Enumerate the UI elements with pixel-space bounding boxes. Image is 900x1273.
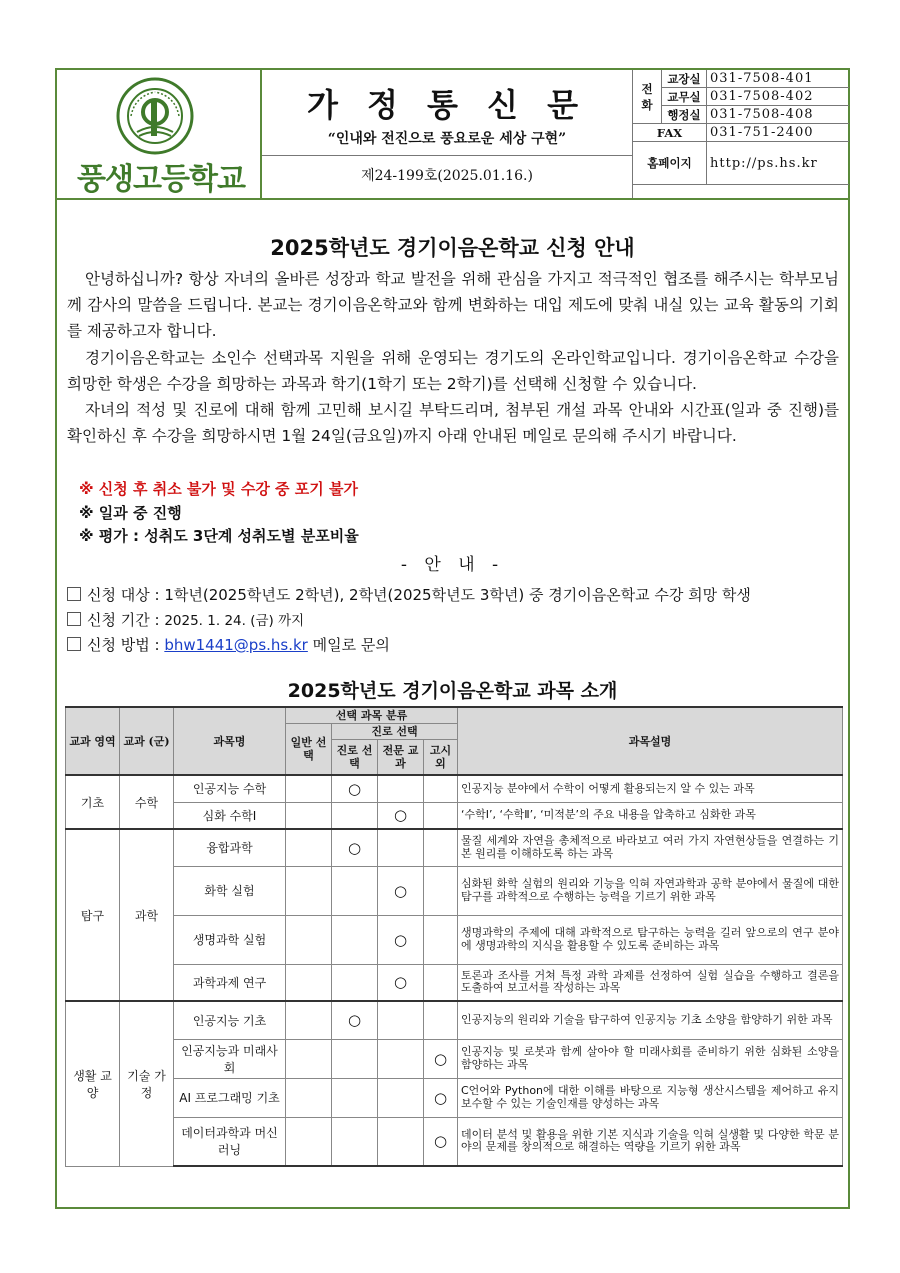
group-cell: 기술 가정	[120, 1001, 174, 1166]
table-row	[66, 829, 843, 866]
course-title: 2025학년도 경기이음온학교 과목 소개	[287, 680, 618, 702]
table-row	[66, 1078, 843, 1117]
category-mark-cell	[378, 775, 424, 802]
logo-cell	[57, 70, 262, 198]
category-mark-cell	[378, 1039, 424, 1078]
item-label: 신청 기간	[87, 611, 150, 629]
phone-label: 전화	[633, 70, 662, 124]
contact-table	[633, 70, 849, 185]
description-cell: 인공지능 및 로봇과 함께 살아야 할 미래사회를 준비하기 위한 심화된 소양을 함양하는 과목	[458, 1039, 843, 1078]
intro-paragraph: 자녀의 적성 및 진로에 대해 함께 고민해 보시길 부탁드리며, 첨부된 개설 과목 안내와 시간표(일과 중 진행)를 확인하신 후 수강을 희망하시면 1월 24일(금요일)까지 아래 안내된 메일로 문의해 주시기 바랍니다.	[67, 401, 839, 445]
category-mark-cell	[286, 1039, 332, 1078]
description-cell: 인공지능 분야에서 수학이 어떻게 활용되는지 알 수 있는 과목	[458, 775, 843, 802]
category-mark-cell	[332, 915, 378, 964]
area-cell: 생활 교양	[66, 1001, 120, 1166]
description-cell: C언어와 Python에 대한 이해를 바탕으로 지능형 생산시스템을 제어하고 유지 보수할 수 있는 기술인재를 양성하는 과목	[458, 1078, 843, 1117]
apply-target: 신청 대상 : 1학년(2025학년도 2학년), 2학년(2025학년도 3학년) 중 경기이음온학교 수강 희망 학생	[67, 584, 751, 605]
category-mark-cell: ○	[378, 964, 424, 1001]
category-mark-cell	[286, 775, 332, 802]
contact-block	[632, 70, 849, 198]
course-table	[65, 706, 843, 1167]
category-mark-cell: ○	[424, 1039, 458, 1078]
header-other: 고시 외	[424, 739, 458, 775]
checkbox-icon	[67, 612, 81, 626]
category-mark-cell	[424, 915, 458, 964]
category-mark-cell	[424, 829, 458, 866]
item-suffix: 메일로 문의	[312, 636, 390, 654]
header-area: 교과 영역	[66, 707, 120, 775]
course-body	[66, 775, 843, 1166]
category-mark-cell	[286, 915, 332, 964]
description-cell: 심화된 화학 실험의 원리와 기능을 익혀 자연과학과 공학 분야에서 물질에 대한 탐구를 과학적으로 수행하는 능력을 기르기 위한 과목	[458, 866, 843, 915]
header	[57, 70, 848, 200]
title-cell	[262, 70, 632, 198]
category-mark-cell: ○	[332, 829, 378, 866]
category-mark-cell	[378, 829, 424, 866]
category-mark-cell	[378, 1117, 424, 1166]
category-mark-cell: ○	[378, 915, 424, 964]
category-mark-cell	[286, 802, 332, 829]
header-description: 과목설명	[458, 707, 843, 775]
table-row	[66, 866, 843, 915]
category-mark-cell	[424, 866, 458, 915]
header-group: 교과 (군)	[120, 707, 174, 775]
subject-cell: 인공지능과 미래사회	[174, 1039, 286, 1078]
description-cell: 생명과학의 주제에 대해 과학적으로 탐구하는 능력을 길러 앞으로의 연구 분야에 생명과학의 지식을 활용할 수 있도록 준비하는 과목	[458, 915, 843, 964]
school-seal-icon	[115, 76, 195, 156]
header-career-select: 진로 선택	[332, 739, 378, 775]
table-row	[66, 915, 843, 964]
subject-cell: 화학 실험	[174, 866, 286, 915]
apply-period: 신청 기간 : 2025. 1. 24. (금) 까지	[67, 609, 304, 630]
category-mark-cell	[286, 1078, 332, 1117]
category-mark-cell	[286, 866, 332, 915]
contact-label: 교장실	[662, 70, 707, 88]
checkbox-icon	[67, 637, 81, 651]
area-cell: 기초	[66, 775, 120, 829]
contact-label: 행정실	[662, 106, 707, 124]
item-label: 신청 대상	[87, 586, 150, 604]
category-mark-cell	[424, 964, 458, 1001]
issue-number: 제24-199호(2025.01.16.)	[262, 155, 632, 199]
contact-number: 031-7508-401	[707, 70, 850, 88]
subject-cell: 인공지능 기초	[174, 1001, 286, 1039]
category-mark-cell	[332, 1078, 378, 1117]
subject-cell: AI 프로그래밍 기초	[174, 1078, 286, 1117]
school-motto: “인내와 전진으로 풍요로운 세상 구현”	[327, 131, 567, 147]
subject-cell: 인공지능 수학	[174, 775, 286, 802]
category-mark-cell	[286, 964, 332, 1001]
subject-cell: 데이터과학과 머신러닝	[174, 1117, 286, 1166]
category-mark-cell: ○	[332, 1001, 378, 1039]
description-cell: 물질 세계와 자연을 총체적으로 바라보고 여러 가지 자연현상들을 연결하는 기본 원리를 이해하도록 하는 과목	[458, 829, 843, 866]
category-mark-cell	[286, 829, 332, 866]
category-mark-cell	[286, 1001, 332, 1039]
school-name: 풍생고등학교	[77, 162, 245, 197]
homepage-url[interactable]: http://ps.hs.kr	[707, 142, 850, 185]
fax-label: FAX	[633, 124, 707, 142]
intro-paragraph: 경기이음온학교는 소인수 선택과목 지원을 위해 운영되는 경기도의 온라인학교입니다. 경기이음온학교 수강을 희망한 학생은 수강을 희망하는 과목과 학기(1학기 또는 2학기)를 선택해 신청할 수 있습니다.	[67, 349, 839, 393]
header-subject: 과목명	[174, 707, 286, 775]
category-mark-cell	[424, 775, 458, 802]
subject-cell: 생명과학 실험	[174, 915, 286, 964]
category-mark-cell	[378, 1001, 424, 1039]
main-title: 2025학년도 경기이음온학교 신청 안내	[270, 236, 635, 260]
category-mark-cell	[424, 1001, 458, 1039]
contact-number: 031-7508-408	[707, 106, 850, 124]
category-mark-cell	[332, 866, 378, 915]
description-cell: 데이터 분석 및 활용을 위한 기본 지식과 기술을 익혀 실생활 및 다양한 학문 분야의 문제를 창의적으로 해결하는 역량을 기르기 위한 과목	[458, 1117, 843, 1166]
checkbox-icon	[67, 587, 81, 601]
category-mark-cell	[424, 802, 458, 829]
homepage-label: 홈페이지	[633, 142, 707, 185]
apply-method: 신청 방법 : bhw1441@ps.hs.kr 메일로 문의	[67, 634, 390, 655]
table-row	[66, 1117, 843, 1166]
category-mark-cell: ○	[332, 775, 378, 802]
table-row	[66, 1039, 843, 1078]
category-mark-cell: ○	[424, 1078, 458, 1117]
category-mark-cell	[378, 1078, 424, 1117]
fax-number: 031-751-2400	[707, 124, 850, 142]
newsletter-title: 가 정 통 신 문	[306, 86, 588, 124]
description-cell: 토론과 조사를 거쳐 특정 과학 과제를 선정하여 실험 실습을 수행하고 결론을 도출하여 보고서를 작성하는 과목	[458, 964, 843, 1001]
group-cell: 수학	[120, 775, 174, 829]
intro-paragraph: 안녕하십니까? 항상 자녀의 올바른 성장과 학교 발전을 위해 관심을 가지고 적극적인 협조를 해주시는 학부모님께 감사의 말씀을 드립니다. 본교는 경기이음온학교와 함께 변화하는 대입 제도에 맞춰 내실 있는 교육 활동의 기회를 제공하고자 합니다.	[67, 270, 839, 340]
newsletter-frame	[55, 68, 850, 1209]
table-row	[66, 775, 843, 802]
item-value: 1학년(2025학년도 2학년), 2학년(2025학년도 3학년) 중 경기이음온학교 수강 희망 학생	[164, 586, 751, 604]
notice-evaluation: ※ 평가 : 성취도 3단계 성취도별 분포비율	[79, 527, 359, 545]
table-row	[66, 802, 843, 829]
notice-cancel: ※ 신청 후 취소 불가 및 수강 중 포기 불가	[79, 480, 358, 498]
subject-cell: 심화 수학Ⅰ	[174, 802, 286, 829]
category-mark-cell	[286, 1117, 332, 1166]
category-mark-cell: ○	[378, 802, 424, 829]
header-general: 일반 선택	[286, 723, 332, 775]
contact-number: 031-7508-402	[707, 88, 850, 106]
category-mark-cell	[332, 1117, 378, 1166]
category-mark-cell	[332, 802, 378, 829]
table-row	[66, 964, 843, 1001]
description-cell: ‘수학Ⅰ’, ‘수학Ⅱ’, ‘미적분’의 주요 내용을 압축하고 심화한 과목	[458, 802, 843, 829]
item-label: 신청 방법	[87, 636, 150, 654]
category-mark-cell: ○	[378, 866, 424, 915]
header-major: 전문 교과	[378, 739, 424, 775]
subject-cell: 과학과제 연구	[174, 964, 286, 1001]
notice-schedule: ※ 일과 중 진행	[79, 504, 182, 522]
description-cell: 인공지능의 원리와 기술을 탐구하여 인공지능 기초 소양을 함양하기 위한 과목	[458, 1001, 843, 1039]
category-mark-cell	[332, 964, 378, 1001]
contact-label: 교무실	[662, 88, 707, 106]
subject-cell: 융합과학	[174, 829, 286, 866]
item-value: 2025. 1. 24. (금) 까지	[164, 613, 305, 629]
category-mark-cell: ○	[424, 1117, 458, 1166]
header-career: 진로 선택	[332, 723, 458, 739]
group-cell: 과학	[120, 829, 174, 1001]
email-link[interactable]: bhw1441@ps.hs.kr	[164, 636, 308, 654]
guide-heading: - 안 내 -	[400, 555, 505, 575]
header-category: 선택 과목 분류	[286, 707, 458, 723]
area-cell: 탐구	[66, 829, 120, 1001]
category-mark-cell	[332, 1039, 378, 1078]
table-row	[66, 1001, 843, 1039]
